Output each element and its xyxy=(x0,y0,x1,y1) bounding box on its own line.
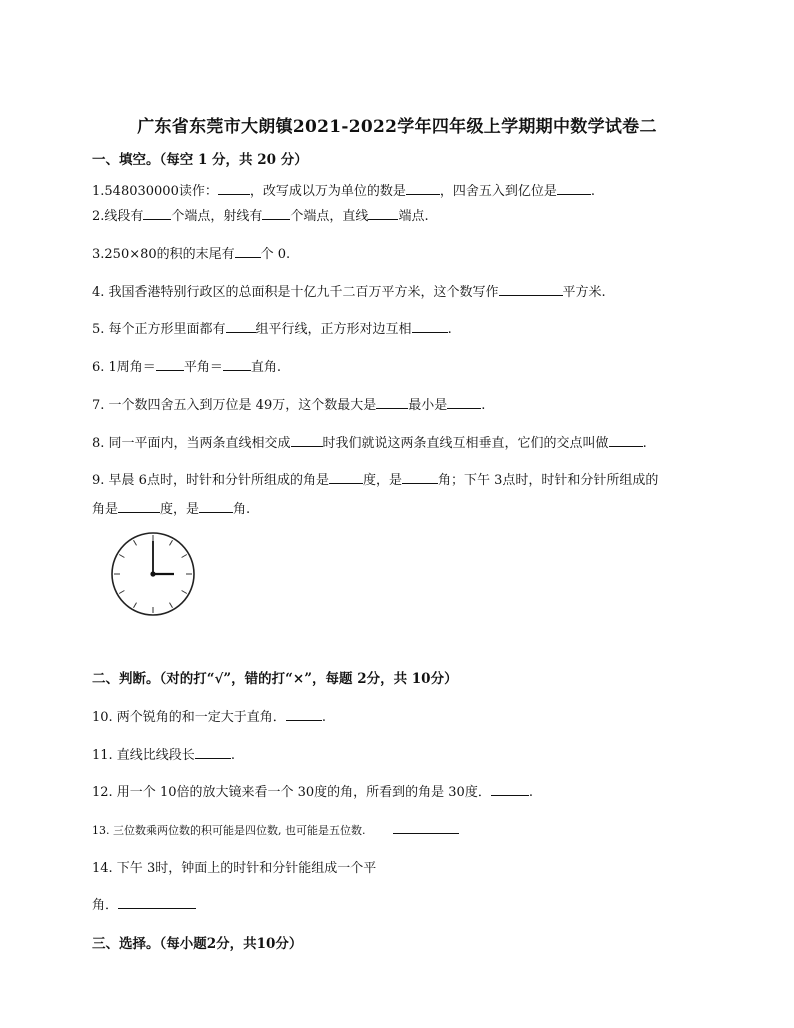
answer-blank[interactable] xyxy=(226,320,256,333)
question-13: 13. 三位数乘两位数的积可能是四位数, 也可能是五位数. xyxy=(92,821,459,838)
answer-blank[interactable] xyxy=(118,500,160,513)
answer-blank[interactable] xyxy=(262,207,290,220)
answer-blank[interactable] xyxy=(402,471,438,484)
question-11: 11. 直线比线段长 . xyxy=(92,748,235,763)
question-14: 14. 下午 3时，钟面上的时针和分针能组成一个平 xyxy=(92,861,377,876)
question-4: 4. 我国香港特别行政区的总面积是十亿九千二百万平方米，这个数写作 平方米. xyxy=(92,285,606,300)
answer-blank[interactable] xyxy=(218,182,250,195)
answer-blank[interactable] xyxy=(286,708,322,721)
answer-blank[interactable] xyxy=(412,320,448,333)
answer-blank[interactable] xyxy=(195,746,231,759)
clock-face-icon xyxy=(110,531,196,617)
answer-blank[interactable] xyxy=(291,434,323,447)
answer-blank[interactable] xyxy=(118,896,196,909)
answer-blank[interactable] xyxy=(499,283,563,296)
answer-blank[interactable] xyxy=(447,396,481,409)
question-2: 2.线段有 个端点，射线有 个端点，直线 端点. xyxy=(92,209,429,224)
answer-blank[interactable] xyxy=(491,783,529,796)
answer-blank[interactable] xyxy=(393,821,459,834)
question-7: 7. 一个数四舍五入到万位是 49万，这个数最大是 最小是 . xyxy=(92,398,486,413)
question-9: 9. 早晨 6点时，时针和分针所组成的角是 度，是 角；下午 3点时，时针和分针所组成的 xyxy=(92,473,659,488)
answer-blank[interactable] xyxy=(235,245,261,258)
page-title: 广东省东莞市大朗镇2021-2022学年四年级上学期期中数学试卷二 xyxy=(137,117,657,137)
question-14-continued: 角． xyxy=(92,894,196,913)
answer-blank[interactable] xyxy=(609,434,643,447)
answer-blank[interactable] xyxy=(368,207,398,220)
question-12: 12. 用一个 10倍的放大镜来看一个 30度的角，所看到的角是 30度． . xyxy=(92,785,533,800)
question-5: 5. 每个正方形里面都有 组平行线，正方形对边互相 . xyxy=(92,322,452,337)
question-1: 1.548030000读作： ，改写成以万为单位的数是 ，四舍五入到亿位是 . xyxy=(92,184,596,199)
answer-blank[interactable] xyxy=(199,500,233,513)
section-heading-true-false: 二、判断。（对的打“√”，错的打“×”，每题 2分，共 10分） xyxy=(92,671,458,687)
question-3: 3.250×80的积的末尾有 个 0. xyxy=(92,247,291,262)
answer-blank[interactable] xyxy=(329,471,363,484)
answer-blank[interactable] xyxy=(143,207,171,220)
question-9-continued: 角是 度，是 角. xyxy=(92,502,251,517)
section-heading-multiple-choice: 三、选择。（每小题2分，共10分） xyxy=(92,936,303,952)
question-6: 6. 1周角＝ 平角＝ 直角. xyxy=(92,360,281,375)
section-heading-fill-in: 一、填空。（每空 1 分，共 20 分） xyxy=(92,152,308,168)
answer-blank[interactable] xyxy=(156,358,184,371)
answer-blank[interactable] xyxy=(223,358,251,371)
question-10: 10. 两个锐角的和一定大于直角． . xyxy=(92,710,326,725)
answer-blank[interactable] xyxy=(406,182,440,195)
answer-blank[interactable] xyxy=(376,396,408,409)
answer-blank[interactable] xyxy=(557,182,591,195)
question-8: 8. 同一平面内，当两条直线相交成 时我们就说这两条直线互相垂直，它们的交点叫做 . xyxy=(92,436,647,451)
